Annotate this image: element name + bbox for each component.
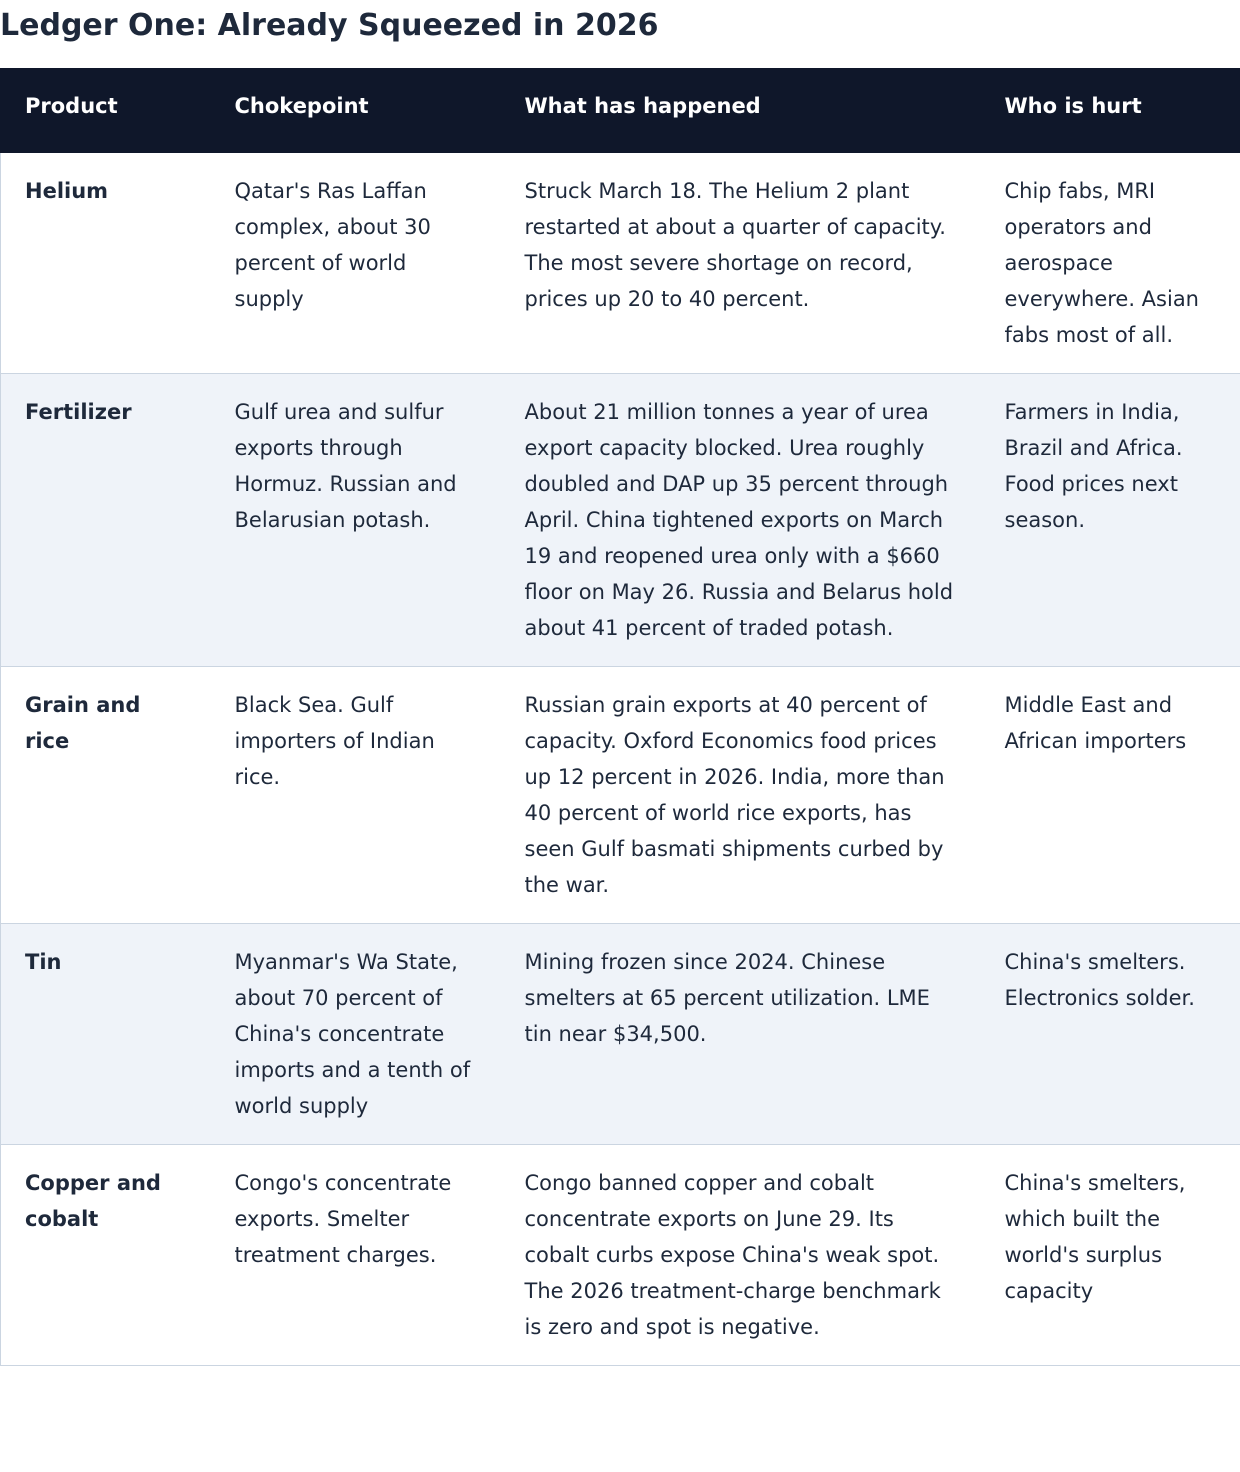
table-header-row	[1, 69, 1240, 153]
product-cell: Helium	[1, 153, 211, 374]
what-happened-cell: Congo banned copper and cobalt concentrate exports on June 29. Its cobalt curbs expose China's weak spot. The 2026 treatment-charge benchmark is zero and spot is negative.	[501, 1145, 981, 1366]
chokepoint-cell: Gulf urea and sulfur exports through Hormuz. Russian and Belarusian potash.	[211, 374, 501, 667]
column-header-product: Product	[1, 69, 211, 153]
what-happened-cell: Struck March 18. The Helium 2 plant restarted at about a quarter of capacity. The most severe shortage on record, prices up 20 to 40 percent.	[501, 153, 981, 374]
who-hurt-cell: China's smelters, which built the world's surplus capacity	[981, 1145, 1240, 1366]
what-happened-cell: About 21 million tonnes a year of urea export capacity blocked. Urea roughly doubled and DAP up 35 percent through April. China tightened exports on March 19 and reopened urea only with a $660 floor on May 26. Russia and Belarus hold about 41 percent of traded potash.	[501, 374, 981, 667]
column-header-what-has-happened: What has happened	[501, 69, 981, 153]
table-row	[1, 153, 1240, 374]
who-hurt-cell: Chip fabs, MRI operators and aerospace everywhere. Asian fabs most of all.	[981, 153, 1240, 374]
chokepoint-cell: Congo's concentrate exports. Smelter treatment charges.	[211, 1145, 501, 1366]
column-header-who-is-hurt: Who is hurt	[981, 69, 1240, 153]
page-title: Ledger One: Already Squeezed in 2026	[0, 8, 659, 43]
chokepoint-cell: Qatar's Ras Laffan complex, about 30 percent of world supply	[211, 153, 501, 374]
table-row	[1, 924, 1240, 1145]
product-cell: Fertilizer	[1, 374, 211, 667]
what-happened-cell: Mining frozen since 2024. Chinese smelters at 65 percent utilization. LME tin near $34,500.	[501, 924, 981, 1145]
who-hurt-cell: Farmers in India, Brazil and Africa. Food prices next season.	[981, 374, 1240, 667]
table-row	[1, 374, 1240, 667]
chokepoint-cell: Black Sea. Gulf importers of Indian rice.	[211, 667, 501, 924]
chokepoint-cell: Myanmar's Wa State, about 70 percent of China's concentrate imports and a tenth of world supply	[211, 924, 501, 1145]
product-cell: Copper and cobalt	[1, 1145, 211, 1366]
who-hurt-cell: China's smelters. Electronics solder.	[981, 924, 1240, 1145]
who-hurt-cell: Middle East and African importers	[981, 667, 1240, 924]
product-cell: Tin	[1, 924, 211, 1145]
column-header-chokepoint: Chokepoint	[211, 69, 501, 153]
product-cell: Grain and rice	[1, 667, 211, 924]
ledger-table	[0, 68, 1240, 1366]
what-happened-cell: Russian grain exports at 40 percent of capacity. Oxford Economics food prices up 12 percent in 2026. India, more than 40 percent of world rice exports, has seen Gulf basmati shipments curbed by the war.	[501, 667, 981, 924]
table-row	[1, 1145, 1240, 1366]
table-row	[1, 667, 1240, 924]
